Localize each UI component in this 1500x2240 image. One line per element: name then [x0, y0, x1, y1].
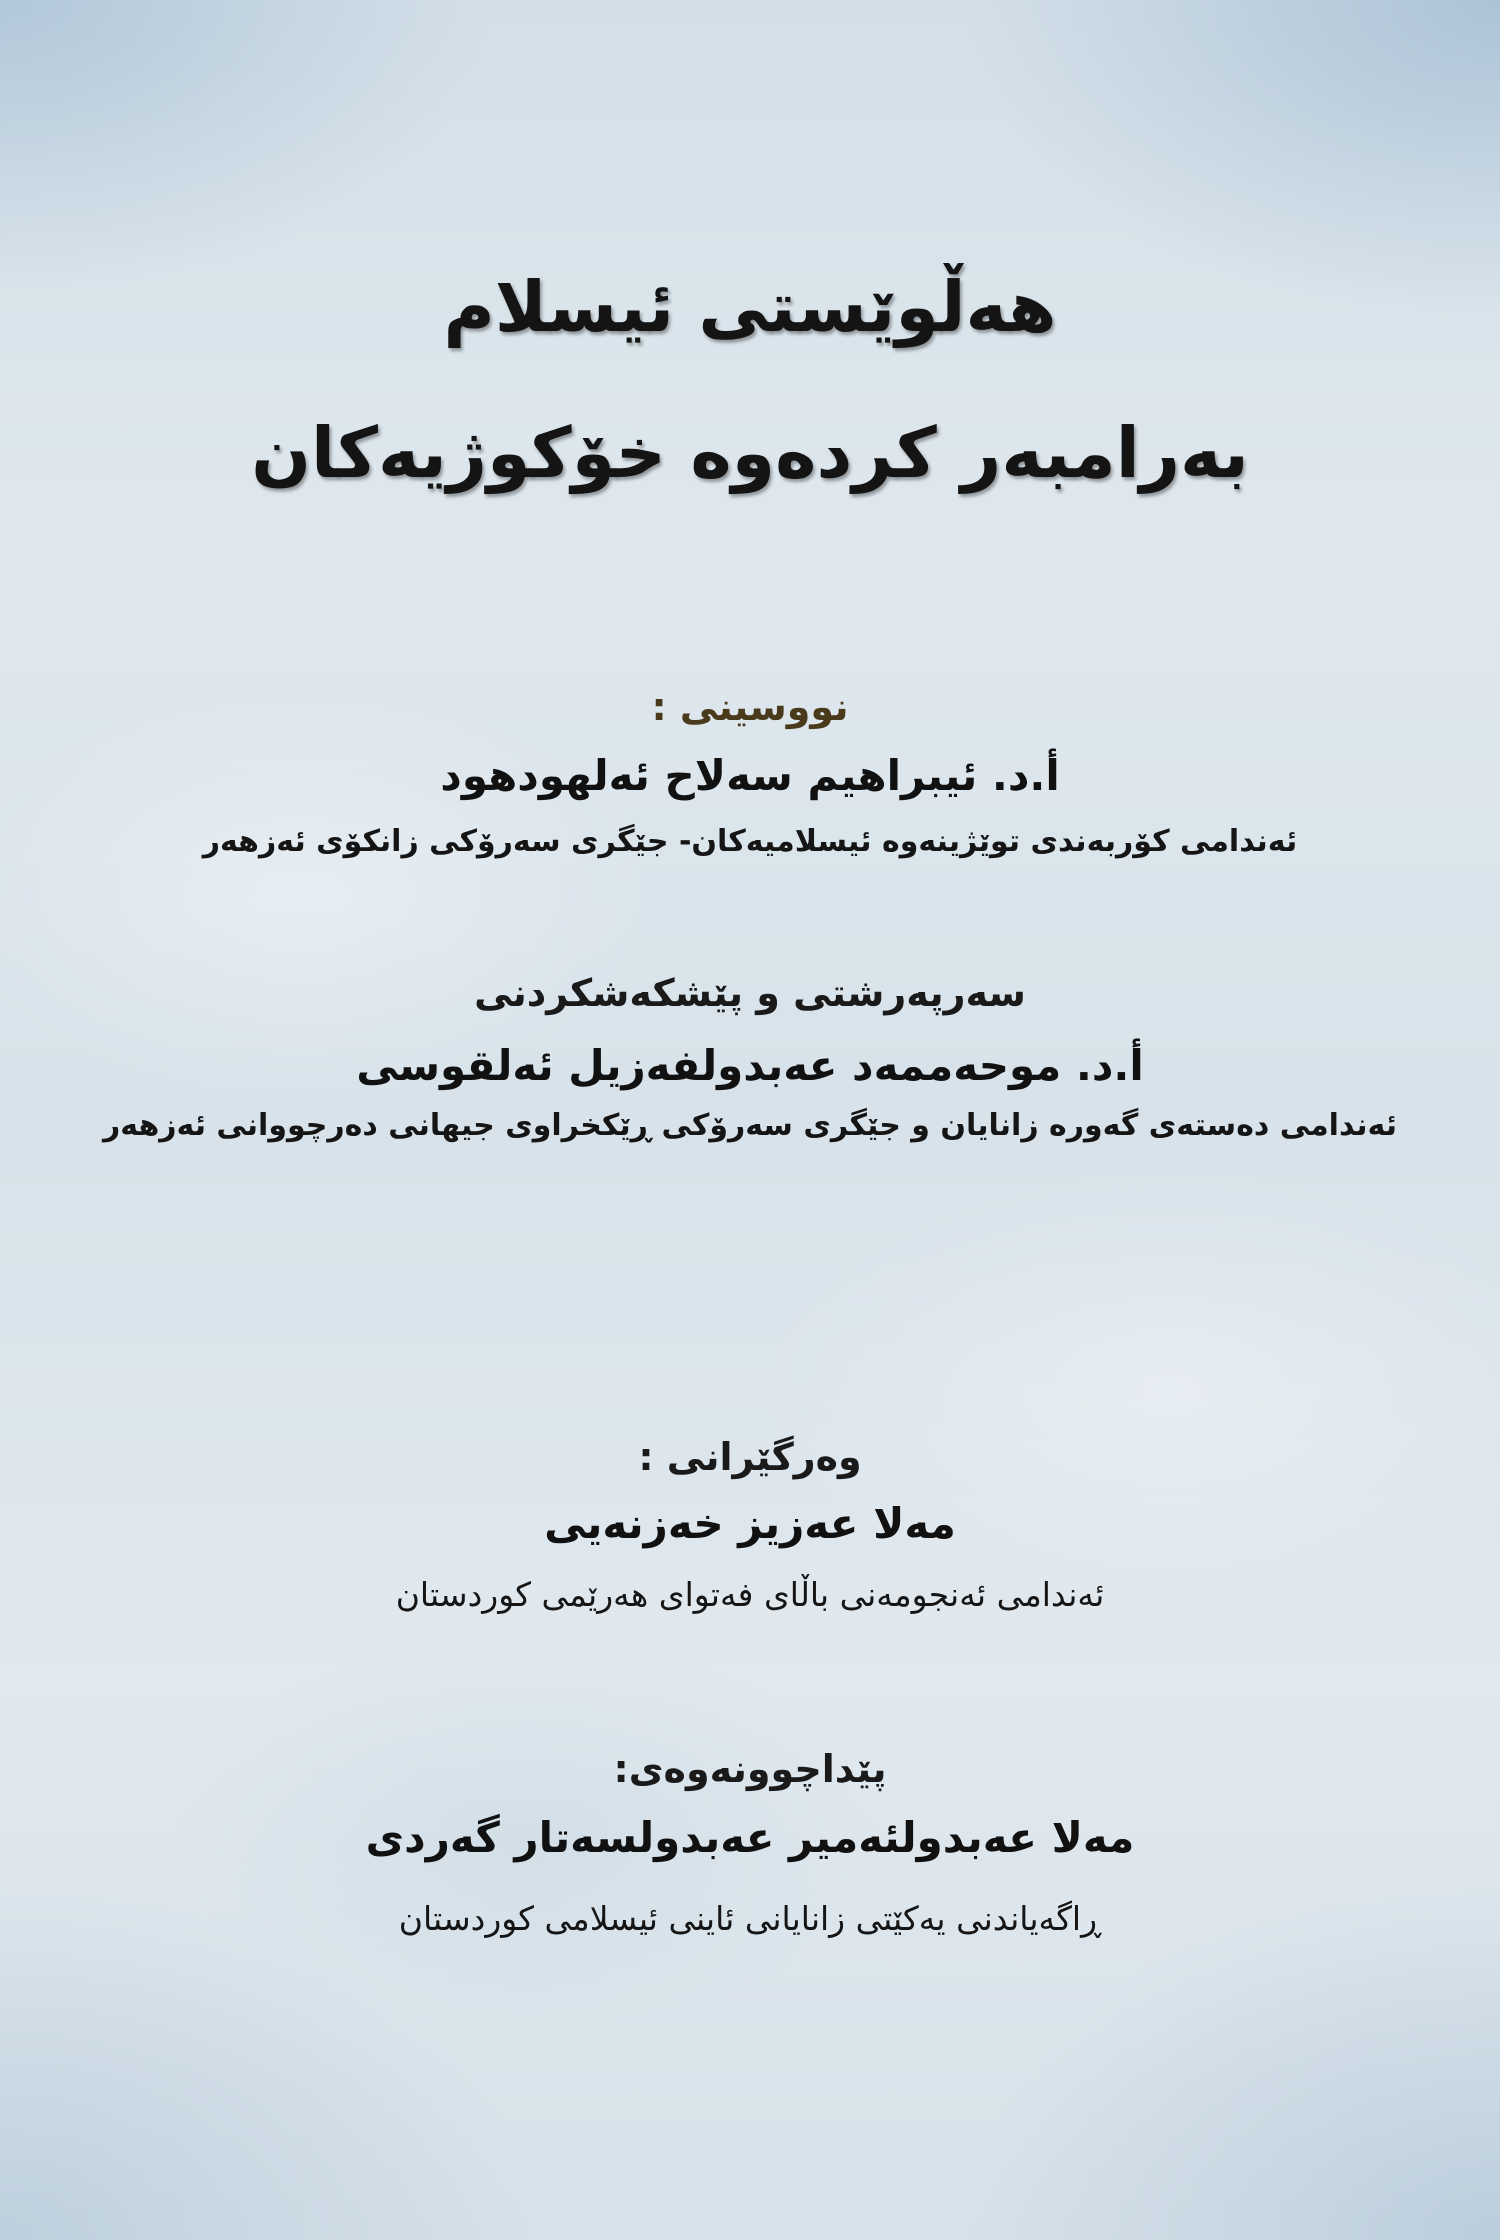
book-title-line-2: بەرامبەر کردەوە خۆکوژیەکان — [251, 412, 1249, 494]
book-title-line-1: هەڵوێستی ئیسلام — [443, 266, 1057, 348]
translator-name: مەلا عەزیز خەزنەیی — [544, 1499, 956, 1548]
reviewer-label: پێداچوونەوەی: — [613, 1747, 887, 1791]
reviewer-name: مەلا عەبدولئەمیر عەبدولسەتار گەردی — [365, 1813, 1135, 1862]
author-role: ئەندامی کۆربەندی توێژینەوە ئیسلامیەکان- جێگری سەرۆکی زانکۆی ئەزهەر — [202, 824, 1298, 859]
reviewer-role: ڕاگەیاندنی یەکێتی زانایانی ئاینی ئیسلامی کوردستان — [398, 1899, 1102, 1938]
author-label: نووسینی : — [651, 685, 849, 729]
translator-label: وەرگێرانی : — [638, 1435, 862, 1479]
translator-role: ئەندامی ئەنجومەنی باڵای فەتوای هەرێمی کوردستان — [395, 1575, 1105, 1614]
supervisor-name: أ.د. موحەممەد عەبدولفەزیل ئەلقوسی — [356, 1041, 1144, 1090]
supervisor-role: ئەندامی دەستەی گەورە زانایان و جێگری سەرۆکی ڕێکخراوی جیهانی دەرچووانی ئەزهەر — [102, 1108, 1397, 1143]
author-name: أ.د. ئیبراهیم سەلاح ئەلهودهود — [440, 751, 1060, 800]
supervision-label: سەرپەرشتی و پێشکەشکردنی — [474, 971, 1026, 1015]
